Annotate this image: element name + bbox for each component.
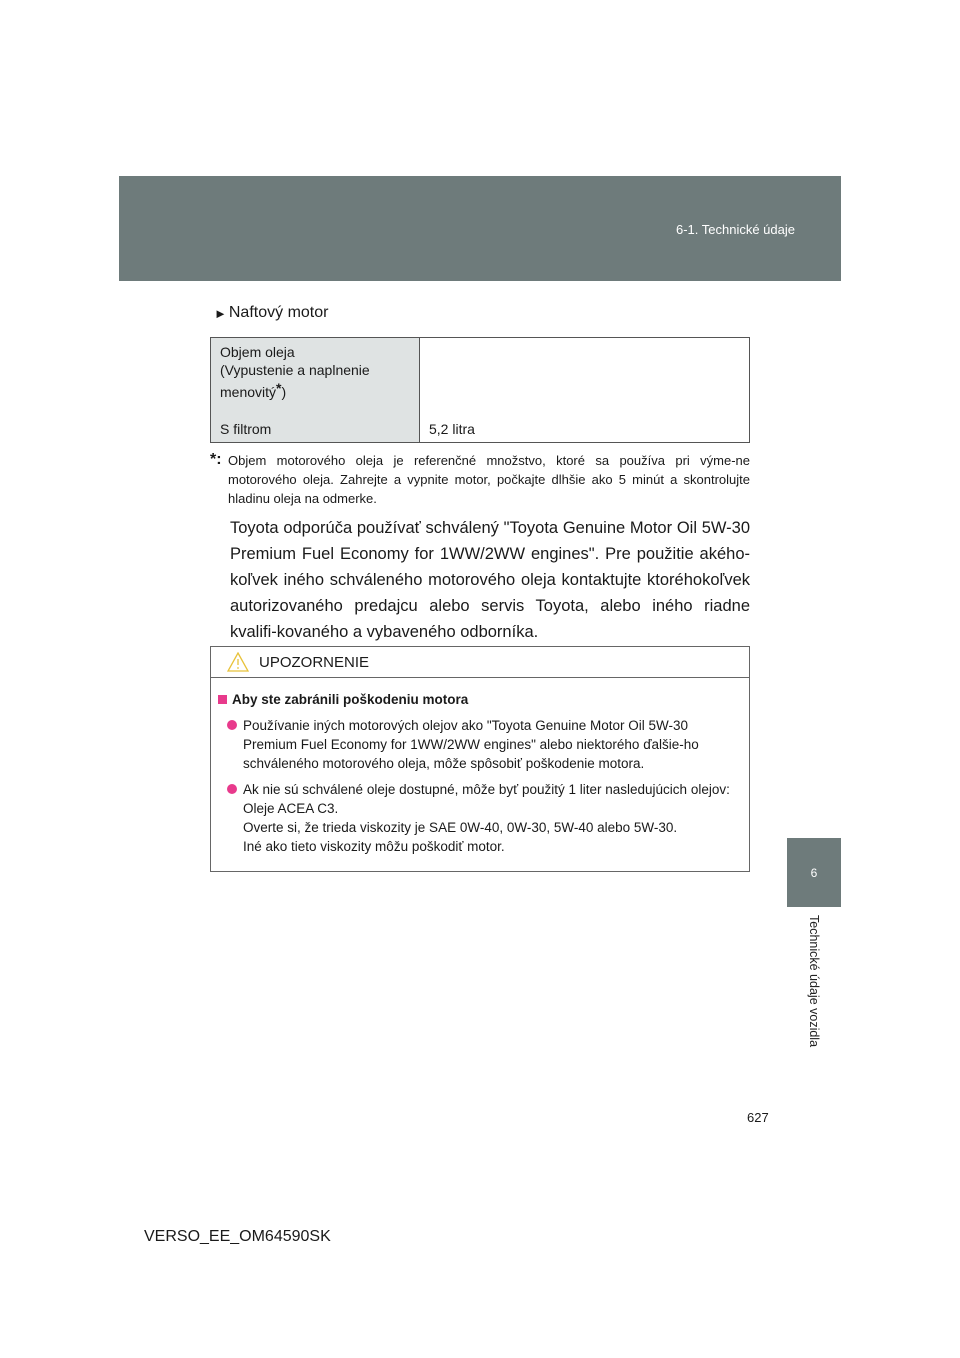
warning-item: Používanie iných motorových olejov ako "Toyota Genuine Motor Oil 5W-30 Premium Fuel Economy for 1WW/2WW engines" alebo niektorého ďalšie-ho schváleného motorového oleja, môže spôsobiť poškodenie motora. — [218, 716, 743, 773]
body-paragraph: Toyota odporúča používať schválený "Toyota Genuine Motor Oil 5W-30 Premium Fuel Economy for 1WW/2WW engines". Pre použitie akého-koľvek iného schváleného motorového oleja kontaktujte ktoréhokoľvek autorizovaného predajcu alebo servis Toyota, alebo iného riadne kvalifi-kovaného a vybaveného odborníka. — [230, 519, 750, 641]
label-line: (Vypustenie a naplnenie — [220, 362, 370, 378]
header-band — [119, 176, 841, 281]
label-line: menovitý*) — [220, 380, 287, 400]
section-title: 6-1. Technické údaje — [675, 222, 795, 237]
label-line: Objem oleja — [220, 344, 295, 360]
row-value: 5,2 litra — [429, 421, 475, 437]
warning-title: Aby ste zabránili poškodeniu motora — [218, 690, 743, 709]
warning-item: Ak nie sú schválené oleje dostupné, môže byť použitý 1 liter nasledujúcich olejov: Oleje ACEA C3. Overte si, že trieda viskozity je SAE 0W-40, 0W-30, 5W-40 alebo 5W-30. Iné ako tieto viskozity môžu poškodiť motor. — [218, 780, 743, 856]
circle-bullet-icon — [227, 720, 237, 730]
oil-capacity-table — [210, 337, 750, 443]
page-number: 627 — [747, 1110, 769, 1125]
document-code: VERSO_EE_OM64590SK — [144, 1228, 331, 1245]
footnote-marker: *: — [210, 451, 222, 468]
chapter-tab-label: Technické údaje vozidla — [807, 915, 821, 1048]
table-label-cell — [211, 338, 420, 443]
table-value-cell — [420, 338, 750, 443]
warning-box — [210, 646, 750, 872]
warning-triangle-icon — [227, 652, 249, 672]
square-bullet-icon — [218, 695, 227, 704]
section-heading — [214, 304, 328, 322]
section-heading-text: Naftový motor — [228, 304, 329, 321]
warning-heading: UPOZORNENIE — [259, 653, 370, 671]
triangle-right-icon: ► — [214, 305, 227, 321]
row-label: S filtrom — [220, 421, 272, 437]
footnote — [210, 451, 750, 508]
warning-header — [211, 647, 749, 678]
footnote-text: Objem motorového oleja je referenčné množstvo, ktoré sa používa pri výme-ne motorového oleja. Zahrejte a vypnite motor, počkajte dlhšie ako 5 minút a skontrolujte hladinu oleja na odmerke. — [228, 453, 750, 506]
footnote-star: * — [276, 380, 282, 396]
circle-bullet-icon — [227, 784, 237, 794]
chapter-tab-number: 6 — [787, 838, 841, 907]
warning-body — [211, 678, 749, 856]
